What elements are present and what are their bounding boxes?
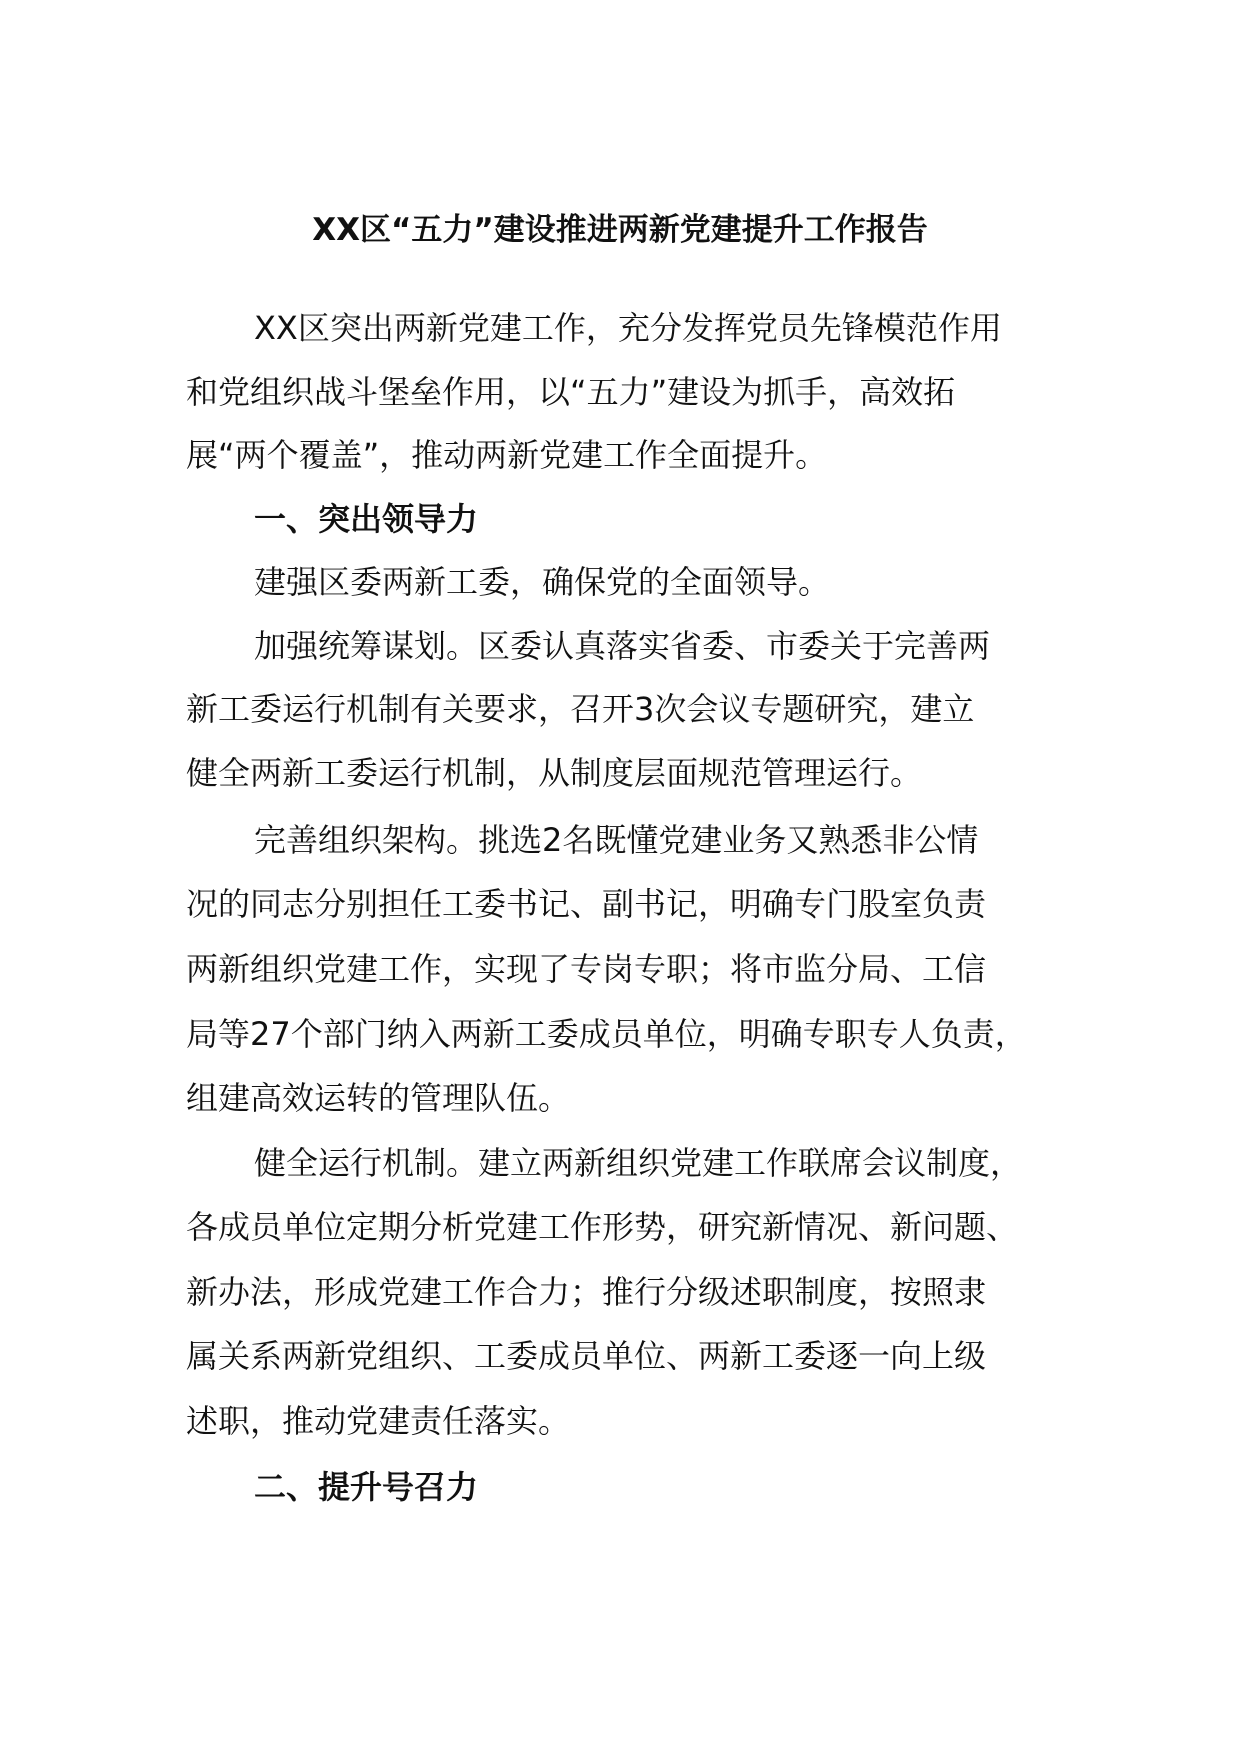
paragraph-line: 两新组织党建工作，实现了专岗专职；将市监分局、工信	[186, 950, 987, 988]
paragraph-line: 健全两新工委运行机制，从制度层面规范管理运行。	[186, 754, 923, 792]
section-heading: 二、提升号召力	[254, 1468, 479, 1506]
paragraph-line: 属关系两新党组织、工委成员单位、两新工委逐一向上级	[186, 1337, 987, 1375]
paragraph-line: 新工委运行机制有关要求，召开3次会议专题研究，建立	[186, 690, 975, 728]
paragraph-line: 局等27个部门纳入两新工委成员单位，明确专职专人负责，	[186, 1015, 1027, 1053]
section-heading: 一、突出领导力	[254, 500, 479, 538]
paragraph-line: 组建高效运转的管理队伍。	[186, 1079, 571, 1117]
paragraph-line: 完善组织架构。挑选2名既懂党建业务又熟悉非公情	[254, 821, 979, 859]
paragraph-line: 新办法，形成党建工作合力；推行分级述职制度，按照隶	[186, 1273, 987, 1311]
paragraph-line: 加强统筹谋划。区委认真落实省委、市委关于完善两	[254, 627, 991, 665]
paragraph-line: 健全运行机制。建立两新组织党建工作联席会议制度，	[254, 1144, 1023, 1182]
document-title: XX区“五力”建设推进两新党建提升工作报告	[312, 212, 928, 248]
paragraph-line: 建强区委两新工委，确保党的全面领导。	[254, 563, 831, 601]
paragraph-line: 述职，推动党建责任落实。	[186, 1402, 571, 1440]
paragraph-line: 况的同志分别担任工委书记、副书记，明确专门股室负责	[186, 885, 987, 923]
paragraph-line: 和党组织战斗堡垒作用，以“五力”建设为抓手，高效拓	[186, 373, 956, 411]
paragraph-line: XX区突出两新党建工作，充分发挥党员先锋模范作用	[254, 309, 1002, 347]
paragraph-line: 展“两个覆盖”，推动两新党建工作全面提升。	[186, 436, 828, 474]
paragraph-line: 各成员单位定期分析党建工作形势，研究新情况、新问题、	[186, 1208, 1019, 1246]
